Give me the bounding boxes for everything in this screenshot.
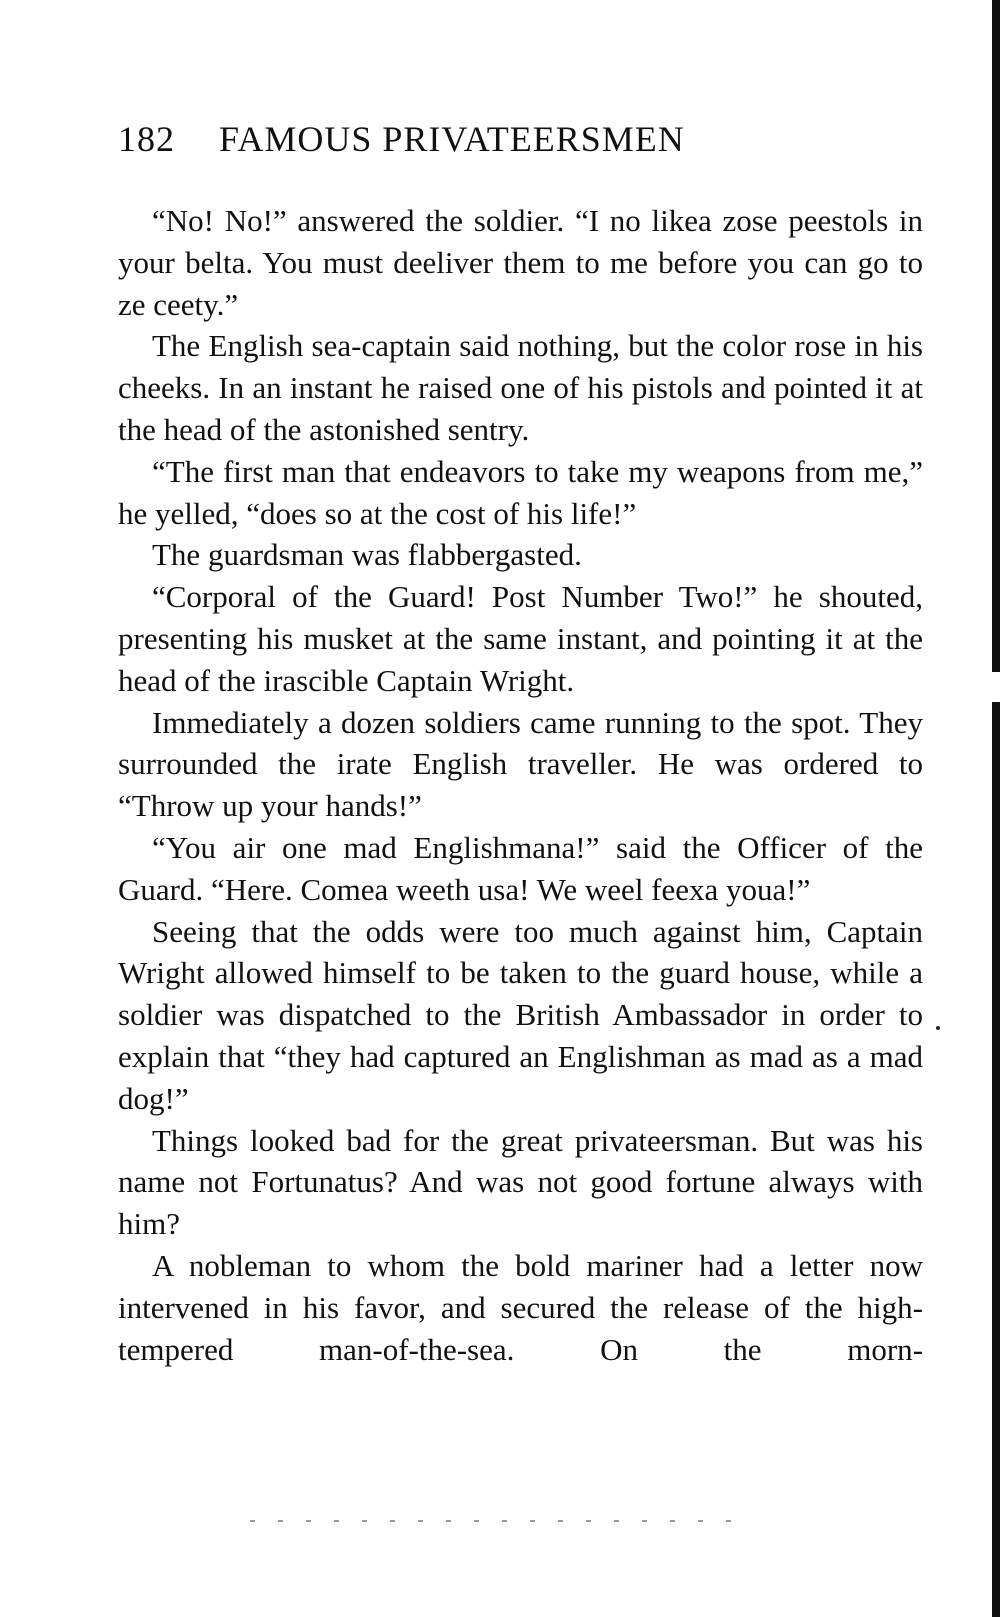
page-edge-gap [992, 672, 1000, 702]
paragraph: Things looked bad for the great privateersman. But was his name not Fortunatus? And was not good fortune always with him? [118, 1122, 923, 1242]
scan-speck [936, 1026, 940, 1030]
paragraph: The English sea-captain said nothing, but the color rose in his cheeks. In an instant he raised one of his pistols and pointed it at the head of the astonished sentry. [118, 328, 923, 447]
paragraph: The guardsman was flabbergasted. [152, 537, 582, 573]
paragraph: “No! No!” answered the soldier. “I no likea zose peestols in your belta. You must deeliver them to me before you can go to ze ceety.” [118, 203, 923, 322]
paragraph: Seeing that the odds were too much against him, Captain Wright allowed himself to be taken to the guard house, while a soldier was dispatched to the British Ambassador in order to explain that “they had captured an Englishman as mad as a mad dog!” [118, 913, 923, 1116]
paragraph: “Corporal of the Guard! Post Number Two!” he shouted, presenting his musket at the same instant, and pointing it at the head of the irascible Captain Wright. [118, 579, 923, 698]
paragraph: “You air one mad Englishmana!” said the Officer of the Guard. “Here. Comea weeth usa! We weel feexa youa!” [118, 829, 923, 907]
page-number: 182 [118, 119, 175, 159]
paragraph: “The first man that endeavors to take my weapons from me,” he yelled, “does so at the cost of his life!” [118, 453, 923, 531]
running-title: FAMOUS PRIVATEERSMEN [219, 119, 685, 159]
running-header [118, 118, 685, 160]
paragraph: A nobleman to whom the bold mariner had a letter now intervened in his favor, and secured the release of the high-tempered man-of-the-sea. On the morn- [118, 1247, 923, 1367]
page-edge-shadow [992, 0, 1000, 1617]
paragraph: Immediately a dozen soldiers came running to the spot. They surrounded the irate English traveller. He was ordered to “Throw up your hands!” [118, 704, 923, 824]
scan-artifact-marks [250, 1520, 750, 1522]
body-text [118, 200, 923, 1370]
